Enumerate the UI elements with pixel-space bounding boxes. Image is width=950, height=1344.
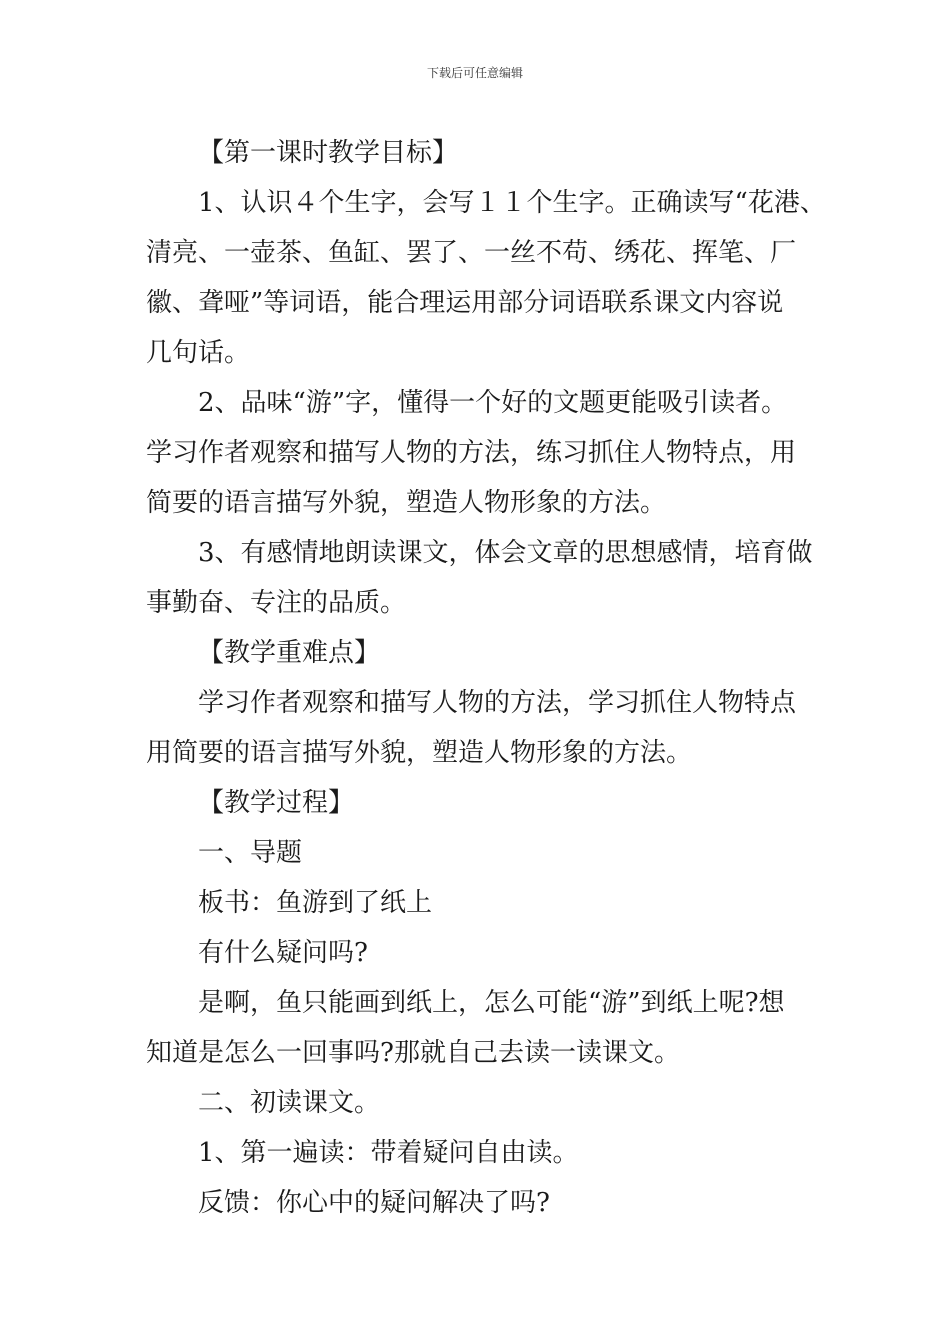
- paragraph-line: 二、初读课文。: [198, 1088, 381, 1118]
- paragraph-line: 是啊，鱼只能画到纸上，怎么可能“游”到纸上呢?想: [198, 988, 785, 1018]
- paragraph-line: 反馈：你心中的疑问解决了吗?: [198, 1188, 550, 1218]
- paragraph-line: 【第一课时教学目标】: [198, 138, 459, 168]
- paragraph-line: 3、有感情地朗读课文，体会文章的思想感情，培育做: [198, 538, 813, 568]
- paragraph-line: 学习作者观察和描写人物的方法，学习抓住人物特点: [198, 688, 797, 718]
- paragraph-line: 事勤奋、专注的品质。: [146, 588, 407, 618]
- paragraph-line: 知道是怎么一回事吗?那就自己去读一读课文。: [146, 1038, 680, 1068]
- paragraph-line: 1、认识４个生字，会写１１个生字。正确读写“花港、: [198, 188, 826, 218]
- paragraph-line: 几句话。: [146, 338, 251, 368]
- paragraph-line: 用简要的语言描写外貌，塑造人物形象的方法。: [146, 738, 693, 768]
- document-body: [146, 128, 826, 1228]
- paragraph-line: 一、导题: [198, 838, 303, 868]
- paragraph-line: 清亮、一壶茶、鱼缸、罢了、一丝不苟、绣花、挥笔、厂: [146, 238, 797, 268]
- header-note: 下载后可任意编辑: [426, 66, 523, 80]
- paragraph-line: 有什么疑问吗?: [198, 938, 368, 968]
- paragraph-line: 板书：鱼游到了纸上: [198, 888, 433, 918]
- paragraph-line: 【教学过程】: [198, 788, 355, 818]
- paragraph-line: 学习作者观察和描写人物的方法，练习抓住人物特点，用: [146, 438, 797, 468]
- paragraph-line: 徽、聋哑”等词语，能合理运用部分词语联系课文内容说: [146, 288, 784, 318]
- paragraph-line: 2、品味“游”字，懂得一个好的文题更能吸引读者。: [198, 388, 788, 418]
- paragraph-line: 【教学重难点】: [198, 638, 381, 668]
- paragraph-line: 简要的语言描写外貌，塑造人物形象的方法。: [146, 488, 667, 518]
- paragraph-line: 1、第一遍读：带着疑问自由读。: [198, 1138, 579, 1168]
